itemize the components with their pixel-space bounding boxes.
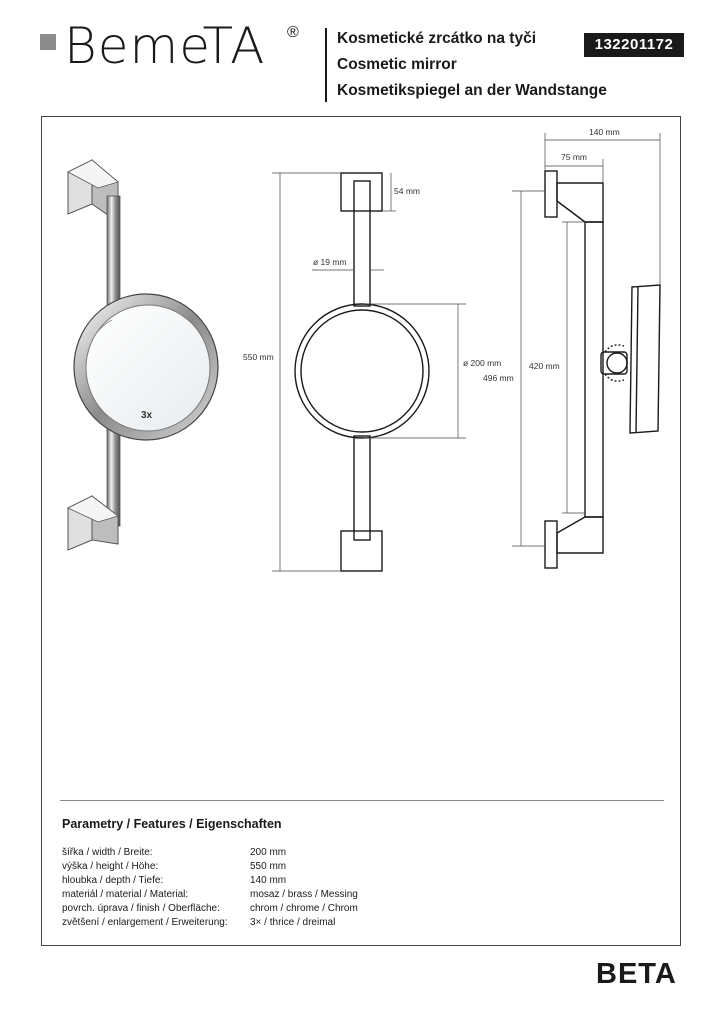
dim-total-height: 550 mm [243, 352, 274, 362]
feature-label: povrch. úprava / finish / Oberfläche: [62, 903, 220, 914]
side-view [545, 171, 660, 568]
product-photo [68, 160, 218, 550]
front-view [295, 173, 429, 571]
feature-label: zvětšení / enlargement / Erweiterung: [62, 917, 228, 928]
features-heading: Parametry / Features / Eigenschaften [62, 817, 282, 831]
dim-side-rod-length: 420 mm [529, 361, 560, 371]
feature-label: materiál / material / Material: [62, 889, 189, 900]
registered-mark: ® [287, 24, 299, 41]
title-czech: Kosmetické zrcátko na tyči [337, 30, 537, 47]
dim-rod-diameter: ø 19 mm [313, 257, 347, 267]
title-english: Cosmetic mirror [337, 56, 457, 73]
brand-logo: BemeTA [64, 17, 266, 75]
feature-value: mosaz / brass / Messing [250, 889, 358, 900]
feature-row [62, 902, 450, 916]
feature-value: 3× / thrice / dreimal [250, 917, 336, 928]
svg-text:3x: 3x [141, 410, 153, 421]
feature-row [62, 916, 450, 930]
feature-row [62, 860, 450, 874]
dim-mirror-diameter: ø 200 mm [463, 358, 502, 368]
feature-row [62, 874, 450, 888]
feature-value: 200 mm [250, 847, 287, 858]
dim-arm-depth: 75 mm [561, 152, 587, 162]
dim-total-depth: 140 mm [589, 127, 620, 137]
feature-value: 140 mm [250, 875, 287, 886]
features-separator [60, 800, 664, 801]
feature-value: 550 mm [250, 861, 287, 872]
series-name: BETA [596, 958, 677, 990]
product-code: 132201172 [584, 33, 684, 57]
feature-label: šířka / width / Breite: [62, 847, 153, 858]
feature-value: chrom / chrome / Chrom [250, 903, 358, 914]
dim-bracket-height: 54 mm [394, 186, 420, 196]
feature-row [62, 888, 450, 902]
features-table [62, 846, 450, 930]
feature-label: výška / height / Höhe: [62, 861, 159, 872]
title-german: Kosmetikspiegel an der Wandstange [337, 82, 607, 99]
feature-row [62, 846, 450, 860]
dim-rod-span: 496 mm [483, 373, 514, 383]
feature-label: hloubka / depth / Tiefe: [62, 875, 164, 886]
